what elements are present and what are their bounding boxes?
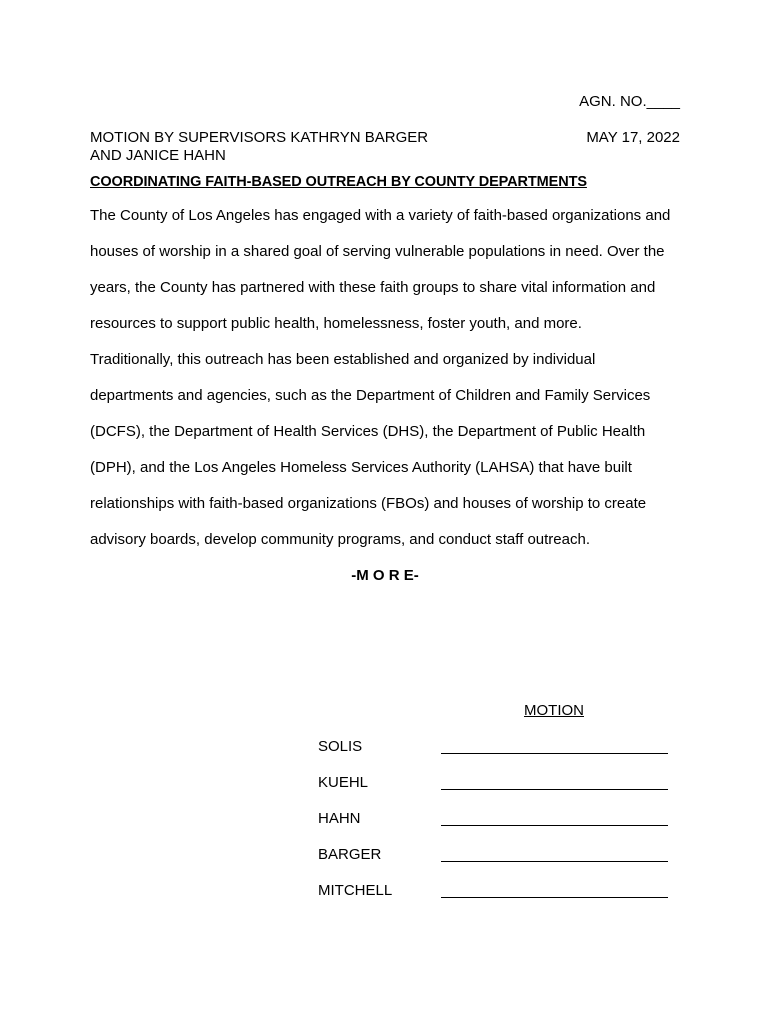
- vote-signature-line: [441, 861, 668, 862]
- motion-date: MAY 17, 2022: [586, 129, 680, 146]
- motion-sponsors-line2: AND JANICE HAHN: [90, 147, 226, 164]
- body-line: advisory boards, develop community programs, and conduct staff outreach.: [90, 531, 590, 548]
- body-line: houses of worship in a shared goal of serving vulnerable populations in need. Over the: [90, 243, 665, 260]
- body-line: (DCFS), the Department of Health Services (DHS), the Department of Public Health: [90, 423, 646, 440]
- vote-table: [318, 738, 678, 918]
- vote-row: [318, 774, 678, 810]
- supervisor-name: HAHN: [318, 810, 361, 827]
- more-indicator: -M O R E-: [351, 567, 419, 584]
- vote-row: [318, 846, 678, 882]
- motion-title: COORDINATING FAITH-BASED OUTREACH BY COUNTY DEPARTMENTS: [90, 174, 587, 190]
- vote-signature-line: [441, 825, 668, 826]
- vote-row: [318, 738, 678, 774]
- body-line: The County of Los Angeles has engaged with a variety of faith-based organizations and: [90, 207, 671, 224]
- vote-signature-line: [441, 789, 668, 790]
- body-line: resources to support public health, homelessness, foster youth, and more.: [90, 315, 582, 332]
- body-line: departments and agencies, such as the Department of Children and Family Services: [90, 387, 651, 404]
- body-line: (DPH), and the Los Angeles Homeless Services Authority (LAHSA) that have built: [90, 459, 632, 476]
- motion-sponsors-line1: MOTION BY SUPERVISORS KATHRYN BARGER: [90, 129, 429, 146]
- motion-body: [90, 207, 690, 567]
- supervisor-name: SOLIS: [318, 738, 363, 755]
- body-line: years, the County has partnered with these faith groups to share vital information and: [90, 279, 656, 296]
- body-line: relationships with faith-based organizations (FBOs) and houses of worship to create: [90, 495, 647, 512]
- vote-signature-line: [441, 897, 668, 898]
- supervisor-name: MITCHELL: [318, 882, 393, 899]
- vote-signature-line: [441, 753, 668, 754]
- vote-row: [318, 810, 678, 846]
- agenda-number: AGN. NO.____: [579, 93, 680, 110]
- supervisor-name: KUEHL: [318, 774, 369, 791]
- supervisor-name: BARGER: [318, 846, 382, 863]
- body-line: Traditionally, this outreach has been established and organized by individual: [90, 351, 596, 368]
- vote-row: [318, 882, 678, 918]
- vote-table-header: MOTION: [524, 702, 584, 719]
